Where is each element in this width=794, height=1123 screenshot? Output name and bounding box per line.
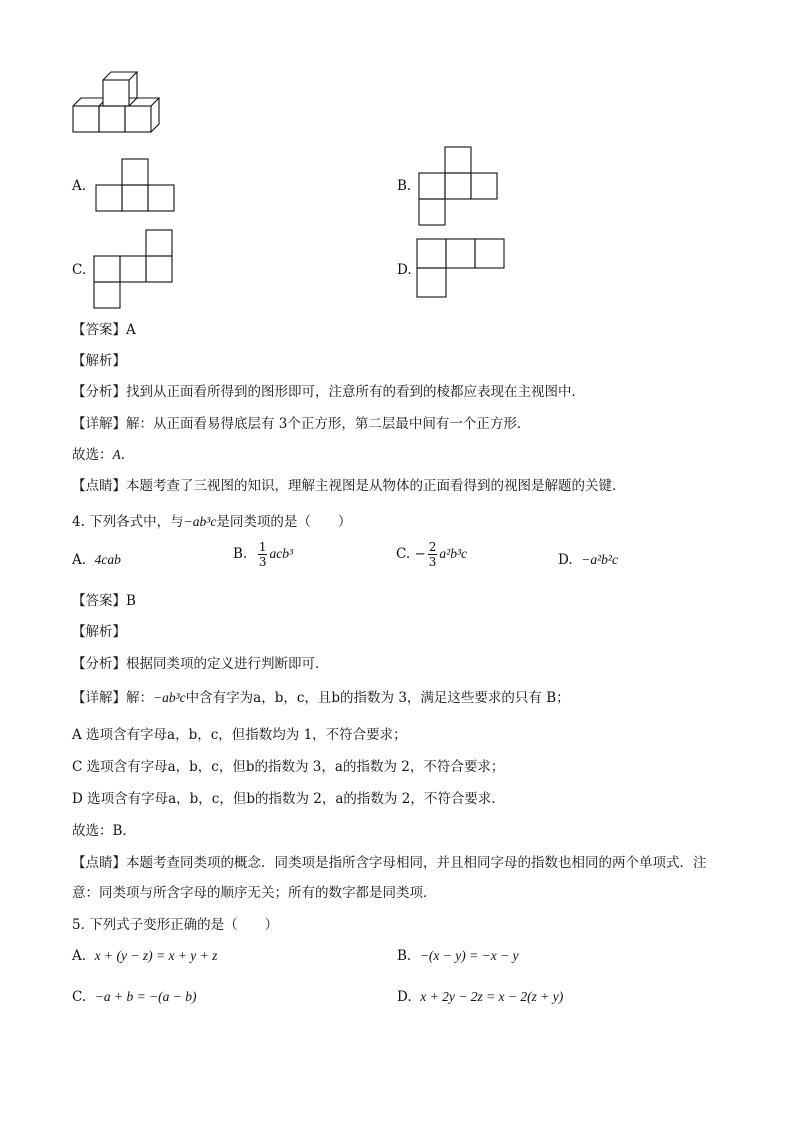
option-a-figure [95,158,177,214]
q3-answer: 【答案】A [72,322,136,338]
option-c-label: C. [72,262,87,278]
q3-dianjing: 【点睛】本题考查了三视图的知识，理解主视图是从物体的正面看得到的视图是解题的关键． [72,478,626,494]
q3-fenxi: 【分析】找到从正面看所得到的图形即可，注意所有的看到的棱都应表现在主视图中． [72,384,585,400]
q4-guxuan: 故选：B． [72,823,136,839]
q4-analysis-heading: 【解析】 [72,624,126,640]
option-a-label: A. [72,178,87,194]
q4-dianjing-2: 意：同类项与所含字母的顺序无关；所有的数字都是同类项． [72,885,437,901]
q4-line-c: C 选项含有字母a，b，c，但b的指数为 3，a的指数为 2，不符合要求； [72,759,505,775]
q4-xiangjie: 【详解】解：−ab³c中含有字为a，b，c，且b的指数为 3，满足这些要求的只有 B； [72,690,570,706]
q4-option-d: D. −a²b²c [558,552,618,568]
option-b-label: B. [397,178,412,194]
q4-line-d: D 选项含有字母a，b，c，但b的指数为 2，a的指数为 2，不符合要求． [72,791,505,807]
q4-option-a: A. 4cab [72,552,121,568]
q5-option-a: A. x + (y − z) = x + y + z [72,948,218,964]
q4-answer: 【答案】B [72,593,136,609]
q4-dianjing-1: 【点睛】本题考查同类项的概念．同类项是指所含字母相同，并且相同字母的指数也相同的两个单项式．注 [72,855,707,871]
q5-stem: 5. 下列式子变形正确的是（ ） [72,917,279,933]
q4-stem: 4. 下列各式中，与−ab³c是同类项的是（ ） [72,514,352,530]
option-c-figure [93,229,175,311]
option-d-label: D. [397,262,412,278]
q5-option-c: C. −a + b = −(a − b) [72,989,197,1005]
q4-fenxi: 【分析】根据同类项的定义进行判断即可． [72,656,329,672]
q4-option-c: C. − $\frac{2}{3}$ a²b³c [396,540,467,569]
q3-xiangjie: 【详解】解：从正面看易得底层有 3个正方形，第二层最中间有一个正方形． [72,416,531,432]
q3-guxuan: 故选：A． [72,447,135,463]
q5-option-d: D. x + 2y − 2z = x − 2(z + y) [397,989,564,1005]
q5-option-b: B. −(x − y) = −x − y [397,948,519,964]
option-d-figure [416,238,508,300]
q3-analysis-heading: 【解析】 [72,353,126,369]
option-b-figure [418,146,500,228]
q4-line-a: A 选项含有字母a，b，c，但指数均为 1，不符合要求； [72,727,407,743]
cube-stack-figure [70,68,170,136]
q4-option-b: B. $\frac{1}{3}$ acb³ [233,540,293,569]
